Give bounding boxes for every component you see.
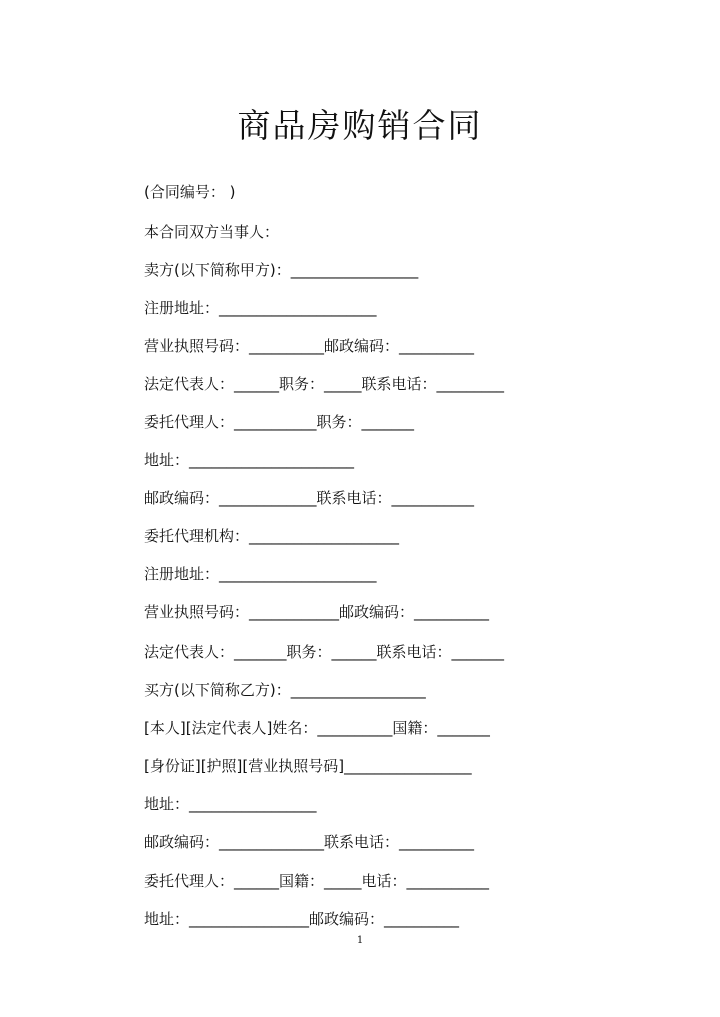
agency-license-postcode-line: 营业执照号码：____________邮政编码：__________ [144, 603, 490, 621]
agency-line: 委托代理机构：____________________ [144, 527, 400, 545]
buyer-name-nationality-line: [本人][法定代表人]姓名：__________国籍：_______ [144, 719, 490, 737]
buyer-postcode-phone-line: 邮政编码：______________联系电话：__________ [144, 833, 475, 851]
seller-agent-address-line: 地址：______________________ [144, 451, 355, 469]
buyer-agent-address-postcode-line: 地址：________________邮政编码：__________ [144, 910, 460, 928]
contract-number-line: (合同编号： ) [144, 183, 236, 201]
seller-agent-postcode-phone-line: 邮政编码：_____________联系电话：___________ [144, 489, 475, 507]
agency-legal-rep-line: 法定代表人：_______职务：______联系电话：_______ [144, 643, 505, 661]
buyer-address-line: 地址：_________________ [144, 795, 317, 813]
parties-heading: 本合同双方当事人： [144, 223, 280, 241]
agency-registered-address-line: 注册地址：_____________________ [144, 565, 377, 583]
seller-license-postcode-line: 营业执照号码：__________邮政编码：__________ [144, 337, 475, 355]
buyer-agent-line: 委托代理人：______国籍：_____电话：___________ [144, 872, 490, 890]
buyer-id-line: [身份证][护照][营业执照号码]_________________ [144, 757, 472, 775]
contract-title: 商品房购销合同 [237, 106, 483, 145]
buyer-line: 买方(以下简称乙方)：__________________ [144, 681, 426, 699]
seller-legal-rep-line: 法定代表人：______职务：_____联系电话：_________ [144, 375, 505, 393]
seller-line: 卖方(以下简称甲方)：_________________ [144, 261, 419, 279]
page-number: 1 [356, 935, 364, 946]
seller-agent-line: 委托代理人：___________职务：_______ [144, 413, 415, 431]
seller-registered-address-line: 注册地址：_____________________ [144, 299, 377, 317]
